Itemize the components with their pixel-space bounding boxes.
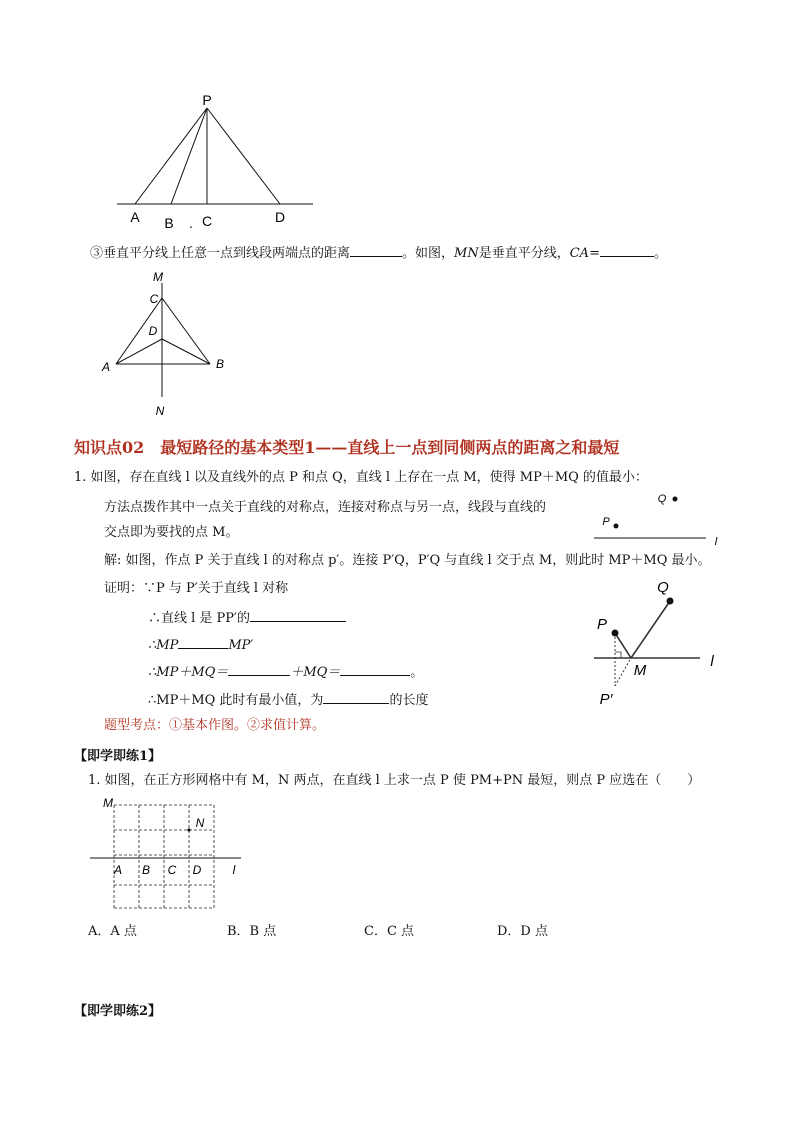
label-d: D xyxy=(192,863,202,877)
segment-pa xyxy=(135,108,207,204)
label-n: N xyxy=(155,404,165,418)
label-m: M xyxy=(153,270,163,284)
label-l: l xyxy=(714,536,718,546)
segment-ad xyxy=(116,339,162,364)
answer-blank-mp-equivalent[interactable] xyxy=(228,663,290,676)
right-angle-mark xyxy=(615,652,621,658)
segment-bc xyxy=(162,298,210,364)
label-p: P xyxy=(202,92,212,108)
segment-pprime-m xyxy=(615,658,631,686)
answer-blank-sum[interactable] xyxy=(340,663,410,676)
section-heading-02: 知识点02 最短路径的基本类型1——直线上一点到同侧两点的距离之和最短 xyxy=(74,438,620,457)
label-a: A xyxy=(101,360,111,374)
method-line-1: 方法点拨作其中一点关于直线的对称点，连接对称点与另一点，线段与直线的 xyxy=(104,500,547,515)
method-line-2: 交点即为要找的点 M。 xyxy=(104,525,239,540)
practice-2-title: 【即学即练2】 xyxy=(74,1004,162,1019)
practice-1-title: 【即学即练1】 xyxy=(74,749,162,764)
label-n: N xyxy=(195,816,205,830)
option-d[interactable]: D．D 点 xyxy=(497,924,548,939)
answer-blank-min-length[interactable] xyxy=(323,691,389,704)
label-c: C xyxy=(167,863,177,877)
label-m: M xyxy=(103,796,113,810)
option-a[interactable]: A．A 点 xyxy=(88,924,137,939)
solution-text: 解: 如图，作点 P 关于直线 l 的对称点 p′。连接 P′Q，P′Q 与直线 l 交于点 M，则此时 MP＋MQ 最小。 xyxy=(104,553,711,568)
label-b: B xyxy=(164,215,174,231)
label-q: Q xyxy=(657,493,667,505)
option-c[interactable]: C．C 点 xyxy=(364,924,415,939)
point-n xyxy=(187,828,190,831)
proof-step-1: ∴直线 l 是 PP′的 xyxy=(148,609,346,627)
label-q: Q xyxy=(657,579,669,596)
exam-points: 题型考点：①基本作图。②求值计算。 xyxy=(104,718,326,733)
label-b: B xyxy=(141,863,151,877)
question-1: 1. 如图，存在直线 l 以及直线外的点 P 和点 Q，直线 l 上存在一点 M，使得 MP＋MQ 的值最小： xyxy=(74,470,648,485)
label-d: D xyxy=(274,209,286,225)
label-a: A xyxy=(130,209,140,225)
label-m: M xyxy=(633,662,647,679)
point-q xyxy=(667,598,674,605)
label-p: P xyxy=(596,616,608,633)
figure-triangle-p xyxy=(105,90,325,235)
label-b: B xyxy=(215,357,225,371)
segment-bd xyxy=(162,339,210,364)
label-c: C xyxy=(201,213,213,229)
perpendicular-bisector-statement: ③垂直平分线上任意一点到线段两端点的距离 。如图，MN是垂直平分线，CA= 。 xyxy=(90,246,667,261)
proof-step-4: ∴MP＋MQ 此时有最小值，为 的长度 xyxy=(148,693,429,708)
segment-pd xyxy=(207,108,280,204)
segment-pb xyxy=(171,108,207,204)
answer-blank-distance[interactable] xyxy=(350,244,402,257)
label-d: D xyxy=(148,324,158,338)
answer-blank-ca[interactable] xyxy=(600,244,654,257)
figure-perpendicular-bisector xyxy=(98,265,233,420)
point-p xyxy=(614,524,619,529)
option-b[interactable]: B．B 点 xyxy=(227,924,277,939)
label-c: C xyxy=(149,292,159,306)
label-l: l xyxy=(232,863,236,877)
answer-blank-perp-bisector[interactable] xyxy=(250,609,346,622)
proof-step-3: ∴MP＋MQ＝ ＋MQ＝ 。 xyxy=(148,665,424,680)
figure-square-grid xyxy=(88,795,258,915)
proof-label: 证明：∵P 与 P′关于直线 l 对称 xyxy=(104,581,289,596)
label-p-prime: P′ xyxy=(599,691,613,708)
proof-step-2: ∴MP MP′ xyxy=(148,638,254,653)
segment-pm xyxy=(615,633,631,658)
segment-mq xyxy=(631,601,670,658)
label-dot: . xyxy=(189,215,193,231)
label-l: l xyxy=(710,653,714,670)
figure-reflection xyxy=(588,576,728,711)
figure-pq-line xyxy=(592,488,732,546)
label-p: P xyxy=(602,516,610,528)
practice-1-question: 1. 如图，在正方形网格中有 M，N 两点，在直线 l 上求一点 P 使 PM+PN 最短，则点 P 应选在（ ） xyxy=(88,773,701,788)
point-q xyxy=(673,497,678,502)
answer-blank-relation[interactable] xyxy=(178,636,228,649)
point-p xyxy=(612,630,619,637)
label-a: A xyxy=(113,863,123,877)
